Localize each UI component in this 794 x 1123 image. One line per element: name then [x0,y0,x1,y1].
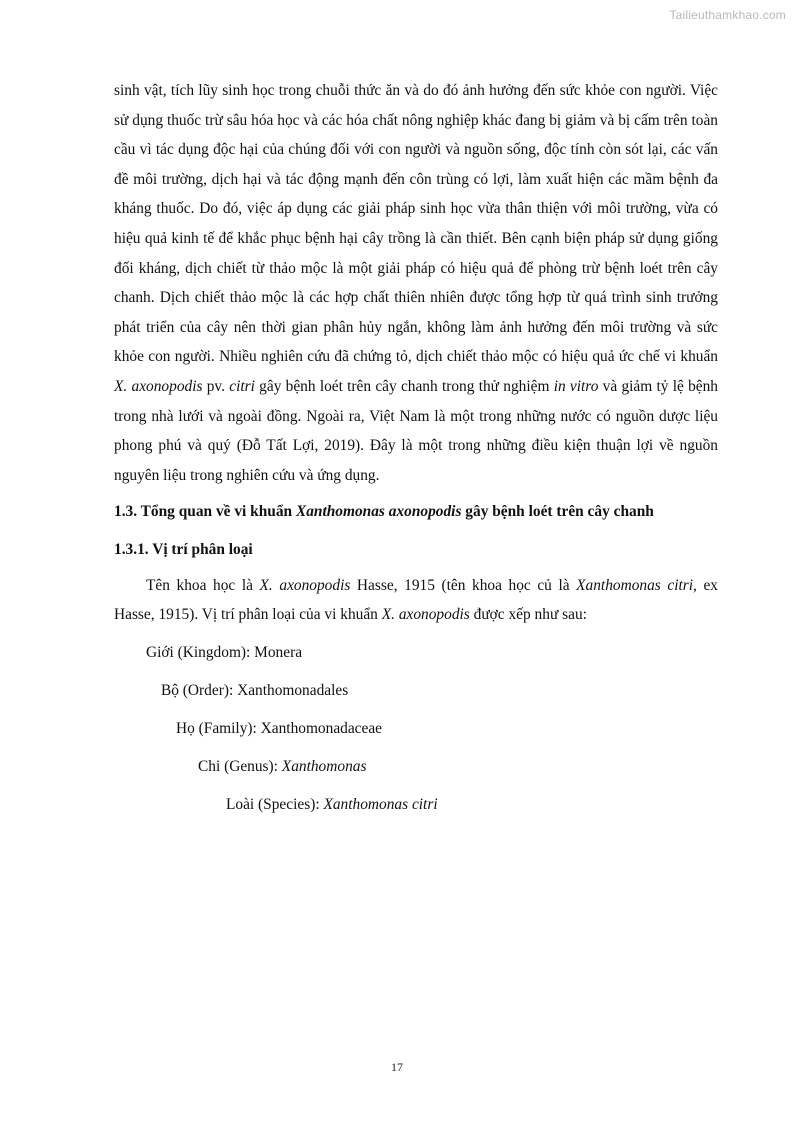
taxonomy-list [114,634,718,824]
taxonomy-family [114,710,718,748]
taxonomy-label: Giới (Kingdom): [146,643,255,661]
page-number: 17 [391,1060,403,1074]
paragraph-text: ex Hasse, 1915). Vị trí phân loại của vi khuẩn [114,576,718,624]
paragraph-scientific-name [114,571,718,630]
taxonomy-label: Họ (Family): [176,719,261,737]
section-number: 1.3. [114,503,138,521]
page-body [114,76,718,824]
taxonomy-species [114,786,718,824]
paragraph-text: Tên khoa học là [146,576,260,594]
paragraph-text: sinh vật, tích lũy sinh học trong chuỗi thức ăn và do đó ảnh hưởng đến sức khỏe con người. Việc sử dụng thuốc trừ sâu hóa học và các hóa chất nông nghiệp khác đang bị giảm và bị cấm trên toàn cầu vì tác dụng độc hại của chúng đối với con người và nguồn sống, độc tính còn sót lại, các vấn đề môi trường, dịch hại và tác động mạnh đến côn trùng có lợi, làm xuất hiện các mầm bệnh đa kháng thuốc. Do đó, việc áp dụng các giải pháp sinh học vừa thân thiện với môi trường, vừa có hiệu quả kinh tế để khắc phục bệnh hại cây trồng là cần thiết. Bên cạnh biện pháp sử dụng giống đối kháng, dịch chiết từ thảo mộc là một giải pháp có hiệu quả để phòng trừ bệnh loét trên cây chanh. Dịch chiết thảo mộc là các hợp chất thiên nhiên được tổng hợp từ quá trình sinh trưởng phát triển của cây nên thời gian phân hủy ngắn, không làm ảnh hưởng đến môi trường và sức khỏe con người. Nhiều nghiên cứu đã chứng tỏ, dịch chiết thảo mộc có hiệu quả ức chế vi khuẩn [114,82,718,366]
watermark: Tailieuthamkhao.com [669,8,786,22]
taxonomy-label: Loài (Species): [226,795,324,813]
in-vitro-term: in vitro [553,377,599,395]
taxonomy-label: Bộ (Order): [161,681,238,699]
taxonomy-value: Xanthomonadales [237,681,349,699]
taxonomy-value: Xanthomonas [281,757,367,775]
section-title-text: gây bệnh loét trên cây chanh [461,503,654,521]
old-species-name: Xanthomonas citri, [576,576,697,594]
taxonomy-value: Monera [254,643,303,661]
paragraph-intro [114,76,718,490]
taxonomy-value: Xanthomonadaceae [260,719,383,737]
paragraph-text: Hasse, 1915 (tên khoa học củ là [350,576,577,594]
section-title-species: Xanthomonas axonopodis [295,503,462,521]
paragraph-text: và giảm tỷ lệ bệnh trong nhà lưới và ngoài đồng. Ngoài ra, Việt Nam là một trong những nước có nguồn dược liệu phong phú và quý (Đỗ Tất Lợi, 2019). Đây là một trong những điều kiện thuận lợi về nguồn nguyên liệu trong nghiên cứu và ứng dụng. [114,377,718,484]
species-name: X. axonopodis [381,606,470,624]
pathovar-name: citri [229,377,255,395]
section-title-text: Tổng quan về vi khuẩn [137,503,296,521]
taxonomy-order [114,672,718,710]
species-name: X. axonopodis [114,377,203,395]
taxonomy-label: Chi (Genus): [198,757,282,775]
paragraph-text: gây bệnh loét trên cây chanh trong thử nghiệm [254,377,554,395]
taxonomy-genus [114,748,718,786]
subsection-heading: 1.3.1. Vị trí phân loại [114,540,253,558]
section-heading [114,497,718,527]
paragraph-text: pv. [202,377,230,395]
taxonomy-value: Xanthomonas citri [323,795,438,813]
species-name: X. axonopodis [259,576,351,594]
taxonomy-kingdom [114,634,718,672]
paragraph-text: được xếp như sau: [469,606,587,624]
